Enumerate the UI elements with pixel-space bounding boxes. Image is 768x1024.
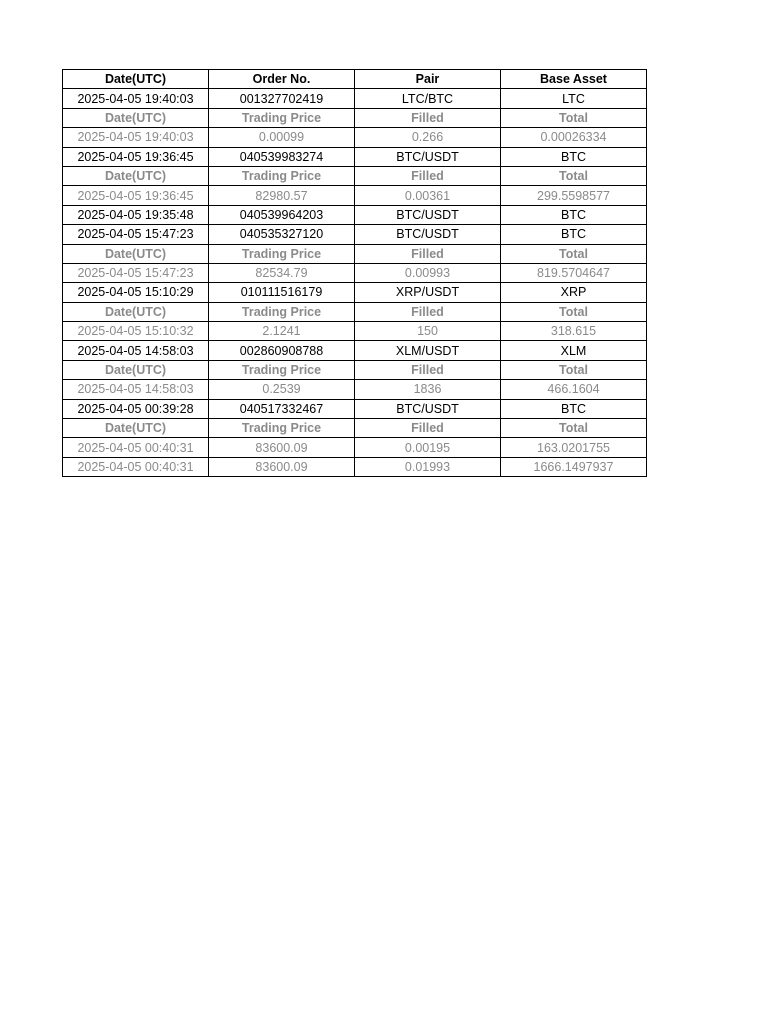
- order-number-cell: 040539983274: [209, 147, 355, 166]
- header-pair: Pair: [355, 70, 501, 89]
- order-row: [63, 225, 647, 244]
- order-date-cell: 2025-04-05 19:35:48: [63, 205, 209, 224]
- base-asset-cell: LTC: [501, 89, 647, 108]
- fill-date-cell: 2025-04-05 15:47:23: [63, 263, 209, 282]
- pair-cell: BTC/USDT: [355, 399, 501, 418]
- fill-detail-row: [63, 128, 647, 147]
- trading-price-cell: 83600.09: [209, 438, 355, 457]
- filled-cell: 1836: [355, 380, 501, 399]
- filled-cell: 0.00993: [355, 263, 501, 282]
- order-row: [63, 205, 647, 224]
- filled-cell: 0.00195: [355, 438, 501, 457]
- total-label: Total: [501, 419, 647, 438]
- fill-date-cell: 2025-04-05 19:36:45: [63, 186, 209, 205]
- fill-detail-row: [63, 186, 647, 205]
- filled-cell: 0.01993: [355, 457, 501, 476]
- order-date-cell: 2025-04-05 19:40:03: [63, 89, 209, 108]
- fill-detail-row: [63, 380, 647, 399]
- pair-cell: BTC/USDT: [355, 205, 501, 224]
- base-asset-cell: XRP: [501, 283, 647, 302]
- total-cell: 0.00026334: [501, 128, 647, 147]
- order-number-cell: 001327702419: [209, 89, 355, 108]
- fill-date-cell: 2025-04-05 19:40:03: [63, 128, 209, 147]
- filled-label: Filled: [355, 302, 501, 321]
- total-label: Total: [501, 166, 647, 185]
- filled-label: Filled: [355, 244, 501, 263]
- base-asset-cell: BTC: [501, 225, 647, 244]
- fill-detail-row: [63, 322, 647, 341]
- order-history-table: [62, 69, 647, 477]
- filled-cell: 0.00361: [355, 186, 501, 205]
- fill-date-cell: 2025-04-05 15:10:32: [63, 322, 209, 341]
- fill-date-label: Date(UTC): [63, 166, 209, 185]
- order-number-cell: 002860908788: [209, 341, 355, 360]
- fill-date-label: Date(UTC): [63, 108, 209, 127]
- filled-label: Filled: [355, 419, 501, 438]
- total-cell: 163.0201755: [501, 438, 647, 457]
- header-order-no: Order No.: [209, 70, 355, 89]
- fill-date-label: Date(UTC): [63, 360, 209, 379]
- order-date-cell: 2025-04-05 15:47:23: [63, 225, 209, 244]
- fill-date-cell: 2025-04-05 00:40:31: [63, 438, 209, 457]
- total-label: Total: [501, 360, 647, 379]
- trading-price-cell: 83600.09: [209, 457, 355, 476]
- base-asset-cell: BTC: [501, 205, 647, 224]
- fill-date-cell: 2025-04-05 00:40:31: [63, 457, 209, 476]
- fill-detail-row: [63, 457, 647, 476]
- trading-price-cell: 0.00099: [209, 128, 355, 147]
- total-cell: 819.5704647: [501, 263, 647, 282]
- fill-detail-header-row: [63, 419, 647, 438]
- header-row: [63, 70, 647, 89]
- total-cell: 318.615: [501, 322, 647, 341]
- pair-cell: BTC/USDT: [355, 225, 501, 244]
- order-date-cell: 2025-04-05 19:36:45: [63, 147, 209, 166]
- filled-cell: 0.266: [355, 128, 501, 147]
- fill-detail-header-row: [63, 244, 647, 263]
- total-cell: 299.5598577: [501, 186, 647, 205]
- order-date-cell: 2025-04-05 00:39:28: [63, 399, 209, 418]
- order-number-cell: 040539964203: [209, 205, 355, 224]
- order-date-cell: 2025-04-05 15:10:29: [63, 283, 209, 302]
- order-row: [63, 147, 647, 166]
- order-number-cell: 010111516179: [209, 283, 355, 302]
- header-base-asset: Base Asset: [501, 70, 647, 89]
- pair-cell: BTC/USDT: [355, 147, 501, 166]
- trading-price-label: Trading Price: [209, 244, 355, 263]
- trading-price-cell: 2.1241: [209, 322, 355, 341]
- filled-label: Filled: [355, 108, 501, 127]
- total-label: Total: [501, 244, 647, 263]
- trading-price-label: Trading Price: [209, 302, 355, 321]
- table-body: [63, 89, 647, 477]
- trading-price-cell: 82534.79: [209, 263, 355, 282]
- pair-cell: LTC/BTC: [355, 89, 501, 108]
- trading-price-label: Trading Price: [209, 166, 355, 185]
- pair-cell: XRP/USDT: [355, 283, 501, 302]
- order-row: [63, 399, 647, 418]
- table-header: [63, 70, 647, 89]
- fill-date-label: Date(UTC): [63, 419, 209, 438]
- fill-detail-header-row: [63, 360, 647, 379]
- fill-detail-row: [63, 263, 647, 282]
- trading-price-label: Trading Price: [209, 419, 355, 438]
- fill-date-cell: 2025-04-05 14:58:03: [63, 380, 209, 399]
- trading-price-cell: 0.2539: [209, 380, 355, 399]
- total-label: Total: [501, 302, 647, 321]
- total-label: Total: [501, 108, 647, 127]
- order-row: [63, 283, 647, 302]
- fill-detail-row: [63, 438, 647, 457]
- order-number-cell: 040517332467: [209, 399, 355, 418]
- total-cell: 466.1604: [501, 380, 647, 399]
- base-asset-cell: BTC: [501, 399, 647, 418]
- pair-cell: XLM/USDT: [355, 341, 501, 360]
- filled-label: Filled: [355, 166, 501, 185]
- base-asset-cell: BTC: [501, 147, 647, 166]
- total-cell: 1666.1497937: [501, 457, 647, 476]
- order-row: [63, 341, 647, 360]
- base-asset-cell: XLM: [501, 341, 647, 360]
- trading-price-label: Trading Price: [209, 360, 355, 379]
- fill-detail-header-row: [63, 166, 647, 185]
- trading-price-cell: 82980.57: [209, 186, 355, 205]
- fill-date-label: Date(UTC): [63, 302, 209, 321]
- fill-detail-header-row: [63, 302, 647, 321]
- trading-price-label: Trading Price: [209, 108, 355, 127]
- filled-cell: 150: [355, 322, 501, 341]
- order-number-cell: 040535327120: [209, 225, 355, 244]
- header-date: Date(UTC): [63, 70, 209, 89]
- fill-date-label: Date(UTC): [63, 244, 209, 263]
- filled-label: Filled: [355, 360, 501, 379]
- order-row: [63, 89, 647, 108]
- order-date-cell: 2025-04-05 14:58:03: [63, 341, 209, 360]
- fill-detail-header-row: [63, 108, 647, 127]
